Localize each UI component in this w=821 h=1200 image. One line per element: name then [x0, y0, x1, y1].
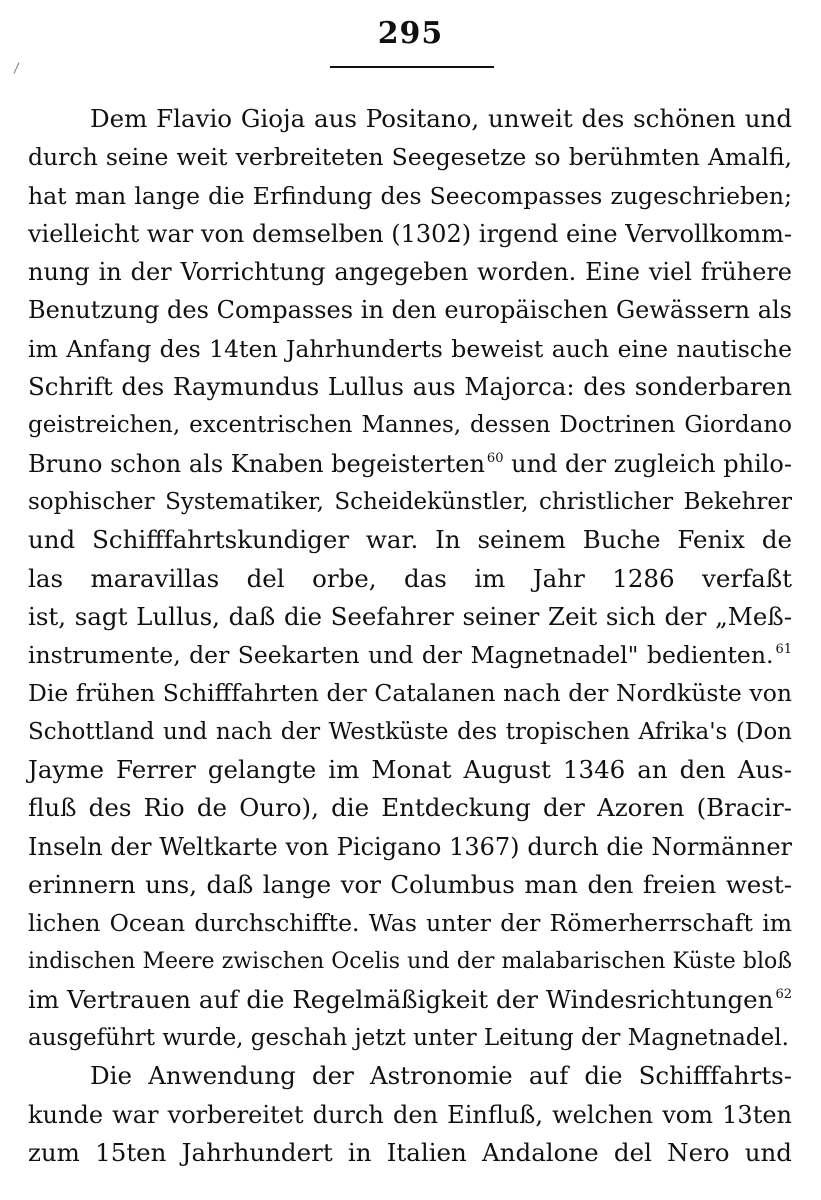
text-line	[28, 981, 792, 1019]
margin-mark	[14, 62, 20, 73]
line-text-continued: und der zugleich philo-	[503, 449, 792, 478]
text-line	[28, 1134, 792, 1172]
line-text: Jayme Ferrer gelangte im Monat August 1346 an den Aus-	[28, 755, 792, 785]
text-line	[28, 100, 792, 138]
line-text: Inseln der Weltkarte von Picigano 1367) durch die Normänner	[28, 832, 792, 861]
line-text: vielleicht war von demselben (1302) irgend eine Vervollkomm-	[28, 219, 792, 248]
line-text: Die Anwendung der Astronomie auf die Schifffahrts-	[90, 1061, 792, 1091]
text-line	[28, 253, 792, 291]
text-line	[28, 406, 792, 444]
text-line	[28, 521, 792, 559]
line-text: hat man lange die Erfindung des Seecompasses zugeschrieben;	[28, 181, 792, 210]
text-line	[28, 215, 792, 253]
text-line	[28, 674, 792, 712]
text-line	[28, 138, 792, 176]
text-line	[28, 943, 792, 981]
line-text: geistreichen, excentrischen Mannes, dessen Doctrinen Giordano	[28, 412, 792, 439]
line-text: sophischer Systematiker, Scheidekünstler, christlicher Bekehrer	[28, 488, 792, 515]
line-text: kunde war vorbereitet durch den Einfluß, welchen vom 13ten	[28, 1100, 792, 1129]
line-text: zum 15ten Jahrhundert in Italien Andalone del Nero und	[28, 1138, 792, 1168]
line-text: im Vertrauen auf die Regelmäßigkeit der Windesrichtungen	[28, 984, 774, 1014]
line-text: ausgeführt wurde, geschah jetzt unter Leitung der Magnetnadel.	[28, 1025, 789, 1052]
line-text: indischen Meere zwischen Ocelis und der malabarischen Küste bloß	[28, 948, 792, 974]
text-line	[28, 904, 792, 942]
text-line	[28, 483, 792, 521]
text-line	[28, 598, 792, 636]
text-line	[28, 1057, 792, 1095]
line-text: Dem Flavio Gioja aus Positano, unweit des schönen und	[90, 104, 792, 133]
line-text: und Schifffahrtskundiger war. In seinem Buche Fenix de	[28, 525, 792, 555]
line-text: Bruno schon als Knaben begeisterten	[28, 449, 485, 478]
footnote-marker: 60	[486, 450, 504, 466]
line-text: Schrift des Raymundus Lullus aus Majorca: des sonderbaren	[28, 372, 792, 402]
text-line	[28, 1096, 792, 1134]
text-line	[28, 828, 792, 866]
line-text: erinnern uns, daß lange vor Columbus man den freien west-	[28, 869, 792, 899]
header-rule	[330, 66, 494, 68]
text-line	[28, 866, 792, 904]
footnote-marker: 62	[775, 986, 792, 1002]
footnote-marker: 61	[775, 642, 792, 658]
line-text: ist, sagt Lullus, daß die Seefahrer seiner Zeit sich der „Meß-	[28, 601, 792, 631]
text-line	[28, 177, 792, 215]
line-text: Schottland und nach der Westküste des tropischen Afrika's (Don	[28, 718, 792, 745]
text-line	[28, 789, 792, 827]
line-text: instrumente, der Seekarten und der Magnetnadel" bedienten.	[28, 641, 774, 670]
body-text	[28, 100, 792, 1172]
line-text: lichen Ocean durchschiffte. Was unter der Römerherrschaft im	[28, 909, 792, 938]
text-line	[28, 713, 792, 751]
line-text: nung in der Vorrichtung angegeben worden. Eine viel frühere	[28, 258, 792, 287]
line-text: Benutzung des Compasses in den europäischen Gewässern als	[28, 296, 792, 325]
line-text: im Anfang des 14ten Jahrhunderts beweist auch eine nautische	[28, 334, 792, 363]
line-text: fluß des Rio de Ouro), die Entdeckung der Azoren (Bracir-	[28, 793, 792, 823]
text-line	[28, 291, 792, 329]
line-text: Die frühen Schifffahrten der Catalanen nach der Nordküste von	[28, 679, 792, 708]
text-line	[28, 445, 792, 483]
line-text: las maravillas del orbe, das im Jahr 1286 verfaßt	[28, 563, 792, 593]
line-text: durch seine weit verbreiteten Seegesetze so berühmten Amalfi,	[28, 143, 792, 172]
page-number: 295	[377, 16, 444, 51]
text-line	[28, 636, 792, 674]
text-line	[28, 368, 792, 406]
text-line	[28, 1019, 792, 1057]
text-line	[28, 560, 792, 598]
text-line	[28, 751, 792, 789]
text-line	[28, 330, 792, 368]
